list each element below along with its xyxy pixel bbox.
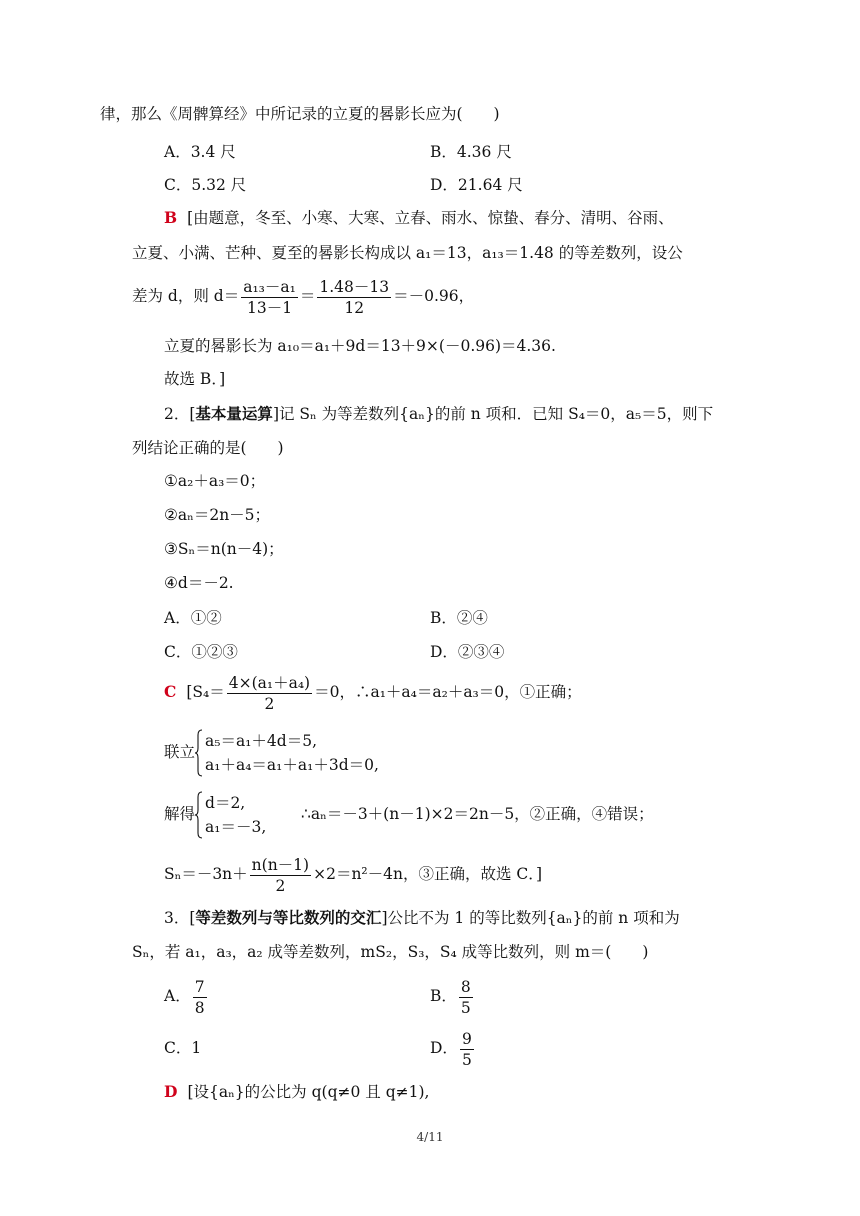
equation-system-line [164, 790, 654, 839]
formula-text: [S₄＝ [186, 683, 225, 701]
option-d [430, 1024, 476, 1072]
fraction-denominator: 5 [460, 998, 471, 1017]
text-line: 立夏的晷影长为 a₁₀＝a₁＋9d＝13＋9×(－0.96)＝4.36. [164, 337, 556, 355]
formula-text: ＝0，∴a₁＋a₄＝a₂＋a₃＝0，①正确； [314, 683, 582, 701]
answer-line [164, 208, 674, 228]
text-line: 故选 B．] [164, 370, 226, 388]
fraction [241, 278, 298, 317]
answer-letter: B [164, 208, 178, 227]
formula-text: ×2＝n²－4n，③正确，故选 C．] [313, 865, 543, 883]
text-line: 列结论正确的是( ) [132, 439, 284, 457]
option-c: C．①②③ [164, 643, 238, 661]
statement: ②aₙ＝2n－5； [164, 506, 271, 524]
option-b: B．4.36 尺 [430, 143, 512, 161]
question-text: ]公比不为 1 的等比数列{aₙ}的前 n 项和为 [381, 909, 680, 927]
fraction-numerator: 4×(a₁＋a₄) [228, 673, 311, 692]
statement: ④d＝－2. [164, 574, 234, 592]
question-tag: 等差数列与等比数列的交汇 [195, 909, 382, 927]
question-text: ]记 Sₙ 为等差数列{aₙ}的前 n 项和．已知 S₄＝0，a₅＝5，则下 [272, 405, 714, 423]
option-label: B． [430, 987, 457, 1005]
fraction-denominator: 13－1 [246, 298, 293, 317]
equation-row: a₁＝－3, [205, 818, 267, 836]
fraction-denominator: 8 [194, 998, 205, 1017]
fraction [459, 978, 473, 1017]
question-tag: 基本量运算 [195, 405, 273, 423]
formula-line [164, 668, 582, 716]
option-b: B．②④ [430, 609, 488, 627]
answer-letter: D [164, 1082, 178, 1101]
statement: ①a₂＋a₃＝0； [164, 472, 266, 490]
equation-row: a₅＝a₁＋4d＝5, [205, 732, 317, 750]
equation-system-line [164, 728, 379, 777]
formula-text: Sₙ＝－3n＋ [164, 865, 248, 883]
fraction-numerator: n(n－1) [251, 855, 310, 874]
equation-row: a₁＋a₄＝a₁＋a₁＋3d＝0, [205, 756, 379, 774]
text-line: 律，那么《周髀算经》中所记录的立夏的晷影长应为( ) [100, 105, 500, 123]
option-b [430, 972, 475, 1020]
answer-line [164, 1082, 429, 1102]
equation-system [195, 729, 379, 777]
fraction [460, 1030, 474, 1069]
formula-text: ＝－0.96， [393, 287, 475, 305]
option-a [164, 972, 209, 1020]
option-label: D． [430, 1039, 458, 1057]
fraction-denominator: 12 [344, 298, 365, 317]
question-number: 2．[ [164, 405, 196, 423]
answer-text: [设{aₙ}的公比为 q(q≠0 且 q≠1), [187, 1083, 430, 1101]
equation-row: d＝2, [205, 794, 246, 812]
text-line: 立夏、小满、芒种、夏至的晷影长构成以 a₁＝13，a₁₃＝1.48 的等差数列，设公 [132, 244, 683, 262]
fraction-denominator: 2 [275, 876, 286, 895]
option-d: D．21.64 尺 [430, 176, 523, 194]
fraction [193, 978, 207, 1017]
fraction-numerator: a₁₃－a₁ [243, 277, 296, 296]
answer-letter: C [164, 682, 177, 701]
option-a: A．3.4 尺 [164, 143, 236, 161]
formula-text: ∴aₙ＝－3＋(n－1)×2＝2n－5，②正确，④错误； [301, 805, 654, 823]
fraction [227, 674, 312, 713]
fraction-denominator: 5 [461, 1050, 472, 1069]
fraction-denominator: 2 [264, 694, 275, 713]
formula-text: 解得 [164, 805, 196, 823]
fraction [317, 278, 391, 317]
option-label: A． [164, 987, 191, 1005]
option-c: C．1 [164, 1039, 202, 1057]
question-line [164, 404, 713, 424]
formula-text: ＝ [299, 287, 316, 305]
formula-line [132, 272, 474, 320]
option-c: C．5.32 尺 [164, 176, 247, 194]
fraction-numerator: 8 [460, 977, 471, 996]
brace-icon [195, 791, 203, 839]
option-a: A．①② [164, 609, 222, 627]
option-d: D．②③④ [430, 643, 505, 661]
question-line [164, 908, 680, 928]
question-number: 3．[ [164, 909, 196, 927]
formula-text: 联立 [164, 743, 196, 761]
fraction-numerator: 1.48－13 [319, 277, 390, 296]
formula-text: 差为 d，则 d＝ [132, 287, 240, 305]
formula-line [164, 850, 542, 898]
page-number: 4/11 [416, 1130, 444, 1144]
equation-system [195, 791, 301, 839]
fraction-numerator: 7 [194, 977, 205, 996]
statement: ③Sₙ＝n(n－4)； [164, 540, 284, 558]
fraction-numerator: 9 [461, 1029, 472, 1048]
text-line: Sₙ，若 a₁，a₃，a₂ 成等差数列，mS₂，S₃，S₄ 成等比数列，则 m＝( ) [132, 943, 649, 961]
answer-text: [由题意，冬至、小寒、大寒、立春、雨水、惊蛰、春分、清明、谷雨、 [187, 209, 674, 227]
brace-icon [195, 729, 203, 777]
fraction [250, 856, 311, 895]
